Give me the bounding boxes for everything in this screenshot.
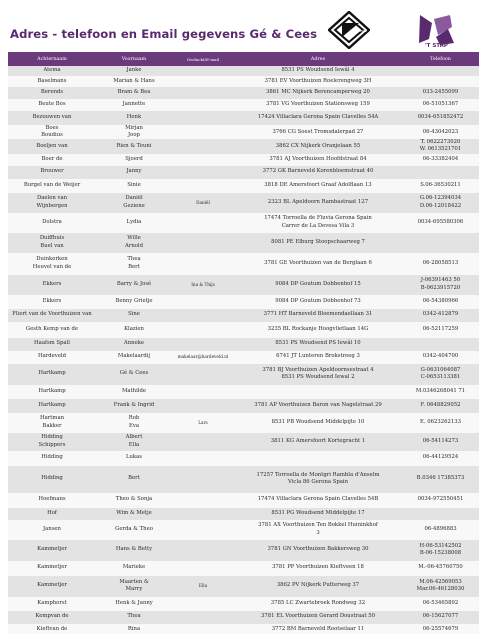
- table-row: [8, 624, 479, 634]
- table-row: [8, 179, 479, 193]
- cell-telefoon: B.0346 17385373: [402, 466, 479, 493]
- cell-adres: 3766 CG Soest Tromsdalerpad 27: [234, 125, 402, 139]
- cell-adres: 3861 MC Nijkerk Berencamperweg 20: [234, 87, 402, 99]
- table-row: [8, 611, 479, 624]
- cell-telefoon: 06-51051367: [402, 99, 479, 111]
- cell-voornaam: Frank & Ingrid: [96, 399, 172, 413]
- cell-adres: 3781 EL Voorthuizen Gerard Doustraat 50: [234, 611, 402, 624]
- cell-achternaam: Boer de: [8, 154, 96, 166]
- table-row: [8, 76, 479, 87]
- table-row: [8, 466, 479, 493]
- cell-adres: 3862 CX Nijkerk Oranjelaan 55: [234, 139, 402, 153]
- cell-adres: 3781 PP Voorthuizen Kieftveen 18: [234, 561, 402, 576]
- table-row: [8, 540, 479, 561]
- cell-voornaam: Marian & Hans: [96, 76, 172, 87]
- cell-email: [172, 611, 234, 624]
- table-row: [8, 111, 479, 125]
- document-title: Adres - telefoon en Email gegevens Gé & Cees: [10, 27, 318, 41]
- cell-voornaam: Thea: [96, 611, 172, 624]
- cell-email: [172, 540, 234, 561]
- cell-voornaam: Henk: [96, 111, 172, 125]
- cell-achternaam: Kamphorst: [8, 597, 96, 611]
- table-row: [8, 399, 479, 413]
- cell-achternaam: Ekkers: [8, 275, 96, 295]
- cell-achternaam: Hartkamp: [8, 364, 96, 385]
- cell-voornaam: Theo & Sonja: [96, 493, 172, 508]
- cell-voornaam: Benny Grietje: [96, 295, 172, 309]
- cell-voornaam: Hans & Betty: [96, 540, 172, 561]
- header-email: Geslacht/E-mail: [172, 52, 234, 66]
- cell-voornaam: Janny: [96, 166, 172, 179]
- cell-email: [172, 493, 234, 508]
- table-row: [8, 139, 479, 153]
- cell-telefoon: J-06391463 50 B-0623915720: [402, 275, 479, 295]
- cell-voornaam: Barry & José: [96, 275, 172, 295]
- table-row: [8, 87, 479, 99]
- cell-telefoon: G.06-12394034 D.06-12018422: [402, 193, 479, 213]
- cell-telefoon: M.06-42569053 Mar.06-46128030: [402, 576, 479, 597]
- table-row: [8, 385, 479, 399]
- cell-telefoon: 06-44129524: [402, 451, 479, 466]
- cell-voornaam: Bram & Bea: [96, 87, 172, 99]
- cell-email: [172, 433, 234, 451]
- cell-telefoon: 06-33382404: [402, 154, 479, 166]
- cell-voornaam: Sine: [96, 309, 172, 322]
- cell-telefoon: [402, 338, 479, 351]
- cell-voornaam: Maarten & Marry: [96, 576, 172, 597]
- cell-email: Ella: [172, 576, 234, 597]
- header-telefoon: Telefoon: [402, 52, 479, 66]
- address-table: [8, 52, 479, 634]
- cell-adres: 17474 Villaclara Gerona Spain Clavelles 54B: [234, 493, 402, 508]
- table-row: [8, 66, 479, 76]
- cell-voornaam: Lydia: [96, 213, 172, 233]
- cell-telefoon: 06-52117259: [402, 322, 479, 338]
- cell-telefoon: [402, 76, 479, 87]
- cell-adres: 3781 AX Voorthuizen Ten Bokkel Huininkhof 3: [234, 520, 402, 540]
- cell-achternaam: Dolstra: [8, 213, 96, 233]
- header-voornaam: Voornaam: [96, 52, 172, 66]
- cell-achternaam: Hartman Bakker: [8, 413, 96, 433]
- cell-adres: 8531 PG Woudsend Middelpijte 17: [234, 508, 402, 520]
- cell-adres: 3781 EV Voorthuizen Roelerengweg 3H: [234, 76, 402, 87]
- cell-achternaam: Brouwer: [8, 166, 96, 179]
- cell-adres: 9084 DP Goutum Dobbenhof 15: [234, 275, 402, 295]
- cell-voornaam: Bert: [96, 466, 172, 493]
- cell-achternaam: Hidding Schippers: [8, 433, 96, 451]
- cell-achternaam: Bezouwen van: [8, 111, 96, 125]
- cell-telefoon: [402, 66, 479, 76]
- cell-email: [172, 624, 234, 634]
- cell-telefoon: 0342-404700: [402, 351, 479, 364]
- cell-email: [172, 87, 234, 99]
- cell-voornaam: Rob Eva: [96, 413, 172, 433]
- cell-email: [172, 76, 234, 87]
- address-table-body: [8, 66, 479, 634]
- cell-email: [172, 213, 234, 233]
- table-row: [8, 338, 479, 351]
- cell-email: [172, 154, 234, 166]
- table-row: [8, 213, 479, 233]
- cell-adres: 17424 Villaclara Gerona Spain Clavelles 54A: [234, 111, 402, 125]
- cell-telefoon: 06-4896883: [402, 520, 479, 540]
- cell-adres: 8081 PE Elburg Stoopschaarweg 7: [234, 233, 402, 253]
- cell-voornaam: Janke: [96, 66, 172, 76]
- cell-adres: 3785 LC Zwartebroek Rondweg 32: [234, 597, 402, 611]
- cell-voornaam: Marieke: [96, 561, 172, 576]
- table-row: [8, 253, 479, 275]
- table-row: [8, 275, 479, 295]
- cell-achternaam: Kammetjer: [8, 561, 96, 576]
- cell-achternaam: Hidding: [8, 466, 96, 493]
- table-row: [8, 309, 479, 322]
- cell-achternaam: Ekkers: [8, 295, 96, 309]
- cell-email: [172, 364, 234, 385]
- cell-email: [172, 520, 234, 540]
- table-row: [8, 413, 479, 433]
- cell-email: [172, 233, 234, 253]
- cell-telefoon: E. 0623262133: [402, 413, 479, 433]
- cell-achternaam: Hardeveld: [8, 351, 96, 364]
- cell-adres: 3818 DE Amersfoort Graaf Adolflaan 13: [234, 179, 402, 193]
- cell-adres: 8531 PB Woudsend Middelpijte 10: [234, 413, 402, 433]
- cell-telefoon: 0034-651852472: [402, 111, 479, 125]
- table-row: [8, 493, 479, 508]
- cell-telefoon: M.-06-45760750: [402, 561, 479, 576]
- cell-voornaam: Sinie: [96, 179, 172, 193]
- cell-telefoon: M.0346268041 71: [402, 385, 479, 399]
- cell-adres: 3781 AP Voorthuizen Baron van Nagelstraat 29: [234, 399, 402, 413]
- table-row: [8, 364, 479, 385]
- cell-telefoon: S.06-36530211: [402, 179, 479, 193]
- cell-achternaam: Hof: [8, 508, 96, 520]
- cell-email: [172, 295, 234, 309]
- cell-adres: 3781 AJ Voorthuizen Hoofdstraat 84: [234, 154, 402, 166]
- cell-voornaam: Mirjan Joop: [96, 125, 172, 139]
- cell-telefoon: 033-2455099: [402, 87, 479, 99]
- cell-voornaam: Gé & Cees: [96, 364, 172, 385]
- cell-achternaam: Kieftvan de: [8, 624, 96, 634]
- cell-achternaam: Baselmans: [8, 76, 96, 87]
- cell-achternaam: Burgel van de Weijer: [8, 179, 96, 193]
- cell-email: [172, 253, 234, 275]
- table-row: [8, 295, 479, 309]
- cell-achternaam: Duinkerken Heuvel van de: [8, 253, 96, 275]
- cell-telefoon: 0034-695580306: [402, 213, 479, 233]
- cell-achternaam: Berends: [8, 87, 96, 99]
- table-header-row: [8, 52, 479, 66]
- cell-telefoon: 06-54380966: [402, 295, 479, 309]
- cell-telefoon: G-0631064087 C-0653113381: [402, 364, 479, 385]
- cell-adres: [234, 451, 402, 466]
- cell-telefoon: 06-25574679: [402, 624, 479, 634]
- cell-telefoon: T. 0622273020 W. 0613521701: [402, 139, 479, 153]
- cell-email: [172, 166, 234, 179]
- cell-email: [172, 309, 234, 322]
- cell-email: [172, 466, 234, 493]
- cell-adres: 8531 PS Woudsend PS Iewâl 10: [234, 338, 402, 351]
- table-row: [8, 597, 479, 611]
- cell-achternaam: Boes Boudius: [8, 125, 96, 139]
- table-row: [8, 520, 479, 540]
- cell-adres: 3235 BL Rockanje Hoogvlietlaan 14G: [234, 322, 402, 338]
- header-adres: Adres: [234, 52, 402, 66]
- cell-achternaam: Hidding: [8, 451, 96, 466]
- cell-telefoon: F. 0648829052: [402, 399, 479, 413]
- cell-voornaam: Albert Ella: [96, 433, 172, 451]
- cell-adres: 8531 PS Woudsend Iewâl 4: [234, 66, 402, 76]
- cell-voornaam: Thea Bert: [96, 253, 172, 275]
- cell-email: [172, 99, 234, 111]
- cell-email: [172, 508, 234, 520]
- cell-achternaam: Daelen van Wijnbergen: [8, 193, 96, 213]
- table-row: [8, 433, 479, 451]
- cell-voornaam: Jannette: [96, 99, 172, 111]
- cell-email: [172, 66, 234, 76]
- cell-telefoon: 0342-412879: [402, 309, 479, 322]
- table-row: [8, 508, 479, 520]
- cell-telefoon: 06-28058513: [402, 253, 479, 275]
- cell-achternaam: Haafsm Spall: [8, 338, 96, 351]
- cell-voornaam: Makelaardij: [96, 351, 172, 364]
- table-row: [8, 576, 479, 597]
- cell-adres: 2323 BL Apeldoorn Rambastraat 127: [234, 193, 402, 213]
- cell-email: [172, 338, 234, 351]
- cell-telefoon: 0034-972550451: [402, 493, 479, 508]
- cell-email: [172, 399, 234, 413]
- table-row: [8, 125, 479, 139]
- cell-email: Ina & Thijs: [172, 275, 234, 295]
- cell-adres: 3811 KG Amersfoort Kortegracht 1: [234, 433, 402, 451]
- cell-telefoon: 06-15627077: [402, 611, 479, 624]
- cell-voornaam: Mathilde: [96, 385, 172, 399]
- cell-email: [172, 125, 234, 139]
- cell-email: [172, 111, 234, 125]
- cell-adres: 3862 PV Nijkerk Putterweg 37: [234, 576, 402, 597]
- cell-voornaam: Wim & Metje: [96, 508, 172, 520]
- cell-achternaam: Beute Bos: [8, 99, 96, 111]
- cell-adres: 3772 BM Barneveld Rootselaar 11: [234, 624, 402, 634]
- cell-achternaam: Kammetjer: [8, 576, 96, 597]
- cell-email: [172, 322, 234, 338]
- cell-voornaam: Klazien: [96, 322, 172, 338]
- cell-adres: 6741 JT Lunteren Brokstreeg 3: [234, 351, 402, 364]
- de-koepel-logo-text: De Koepel: [350, 29, 368, 33]
- cell-telefoon: H-06-53142502 B-06-15238008: [402, 540, 479, 561]
- cell-achternaam: Kempvan de: [8, 611, 96, 624]
- cell-voornaam: Henk & Janny: [96, 597, 172, 611]
- table-row: [8, 154, 479, 166]
- cell-voornaam: Rien & Teuni: [96, 139, 172, 153]
- cell-telefoon: 06-53465892: [402, 597, 479, 611]
- t-stap-logo-text: 'T STAP: [425, 43, 448, 49]
- cell-email: Lars: [172, 413, 234, 433]
- cell-adres: 3781 GN Voorthuizen Bakkersweg 30: [234, 540, 402, 561]
- table-row: [8, 193, 479, 213]
- cell-voornaam: Gerda & Theo: [96, 520, 172, 540]
- de-koepel-logo: [328, 11, 370, 49]
- cell-achternaam: Kammetjer: [8, 540, 96, 561]
- cell-email: [172, 179, 234, 193]
- cell-adres: 3772 GK Barneveld Korenbloemstraat 40: [234, 166, 402, 179]
- cell-adres: 17257 Torroella de Montgri Rambla d'Anselm Vicla 86 Gerona Spain: [234, 466, 402, 493]
- cell-email: [172, 561, 234, 576]
- cell-telefoon: 06-43042023: [402, 125, 479, 139]
- cell-email: makelaar@hardeveld.nl: [172, 351, 234, 364]
- cell-telefoon: 06-54114273: [402, 433, 479, 451]
- cell-achternaam: Boeljen van: [8, 139, 96, 153]
- cell-adres: 3771 HT Barneveld Bloemendaellaan 31: [234, 309, 402, 322]
- cell-voornaam: Daniël Geziene: [96, 193, 172, 213]
- cell-achternaam: Duiffhuis Buel van: [8, 233, 96, 253]
- cell-email: Daniël: [172, 193, 234, 213]
- cell-voornaam: Sjoerd: [96, 154, 172, 166]
- cell-adres: 3781 BJ Voorthuizen Apeldoornsestraat 4 8531 PS Woudsend Iewal 2: [234, 364, 402, 385]
- cell-adres: 3781 GE Voorthuizen van de Berglaan 6: [234, 253, 402, 275]
- cell-voornaam: Wille Arnold: [96, 233, 172, 253]
- cell-voornaam: Anneke: [96, 338, 172, 351]
- table-row: [8, 561, 479, 576]
- cell-achternaam: Hoefmans: [8, 493, 96, 508]
- cell-achternaam: Atema: [8, 66, 96, 76]
- cell-achternaam: Jansen: [8, 520, 96, 540]
- cell-voornaam: Lukas: [96, 451, 172, 466]
- cell-achternaam: Hartkamp: [8, 385, 96, 399]
- cell-adres: 9084 DP Goutum Dobbenhof 73: [234, 295, 402, 309]
- table-row: [8, 322, 479, 338]
- cell-email: [172, 597, 234, 611]
- cell-adres: 17474 Torroella de Fluvia Gerona Spain Carrer de La Devesa Vila 3: [234, 213, 402, 233]
- cell-telefoon: [402, 233, 479, 253]
- table-row: [8, 451, 479, 466]
- cell-email: [172, 451, 234, 466]
- cell-achternaam: Fliert van de Voorthuizen van: [8, 309, 96, 322]
- cell-adres: [234, 385, 402, 399]
- cell-voornaam: Rina: [96, 624, 172, 634]
- table-row: [8, 166, 479, 179]
- cell-telefoon: [402, 508, 479, 520]
- cell-email: [172, 139, 234, 153]
- table-row: [8, 233, 479, 253]
- table-row: [8, 99, 479, 111]
- cell-achternaam: Gesth Kemp van de: [8, 322, 96, 338]
- table-row: [8, 351, 479, 364]
- cell-telefoon: [402, 166, 479, 179]
- cell-achternaam: Hartkamp: [8, 399, 96, 413]
- cell-adres: 3781 VG Voorthuizen Stationsweg 159: [234, 99, 402, 111]
- cell-email: [172, 385, 234, 399]
- header-achternaam: Achternaam: [8, 52, 96, 66]
